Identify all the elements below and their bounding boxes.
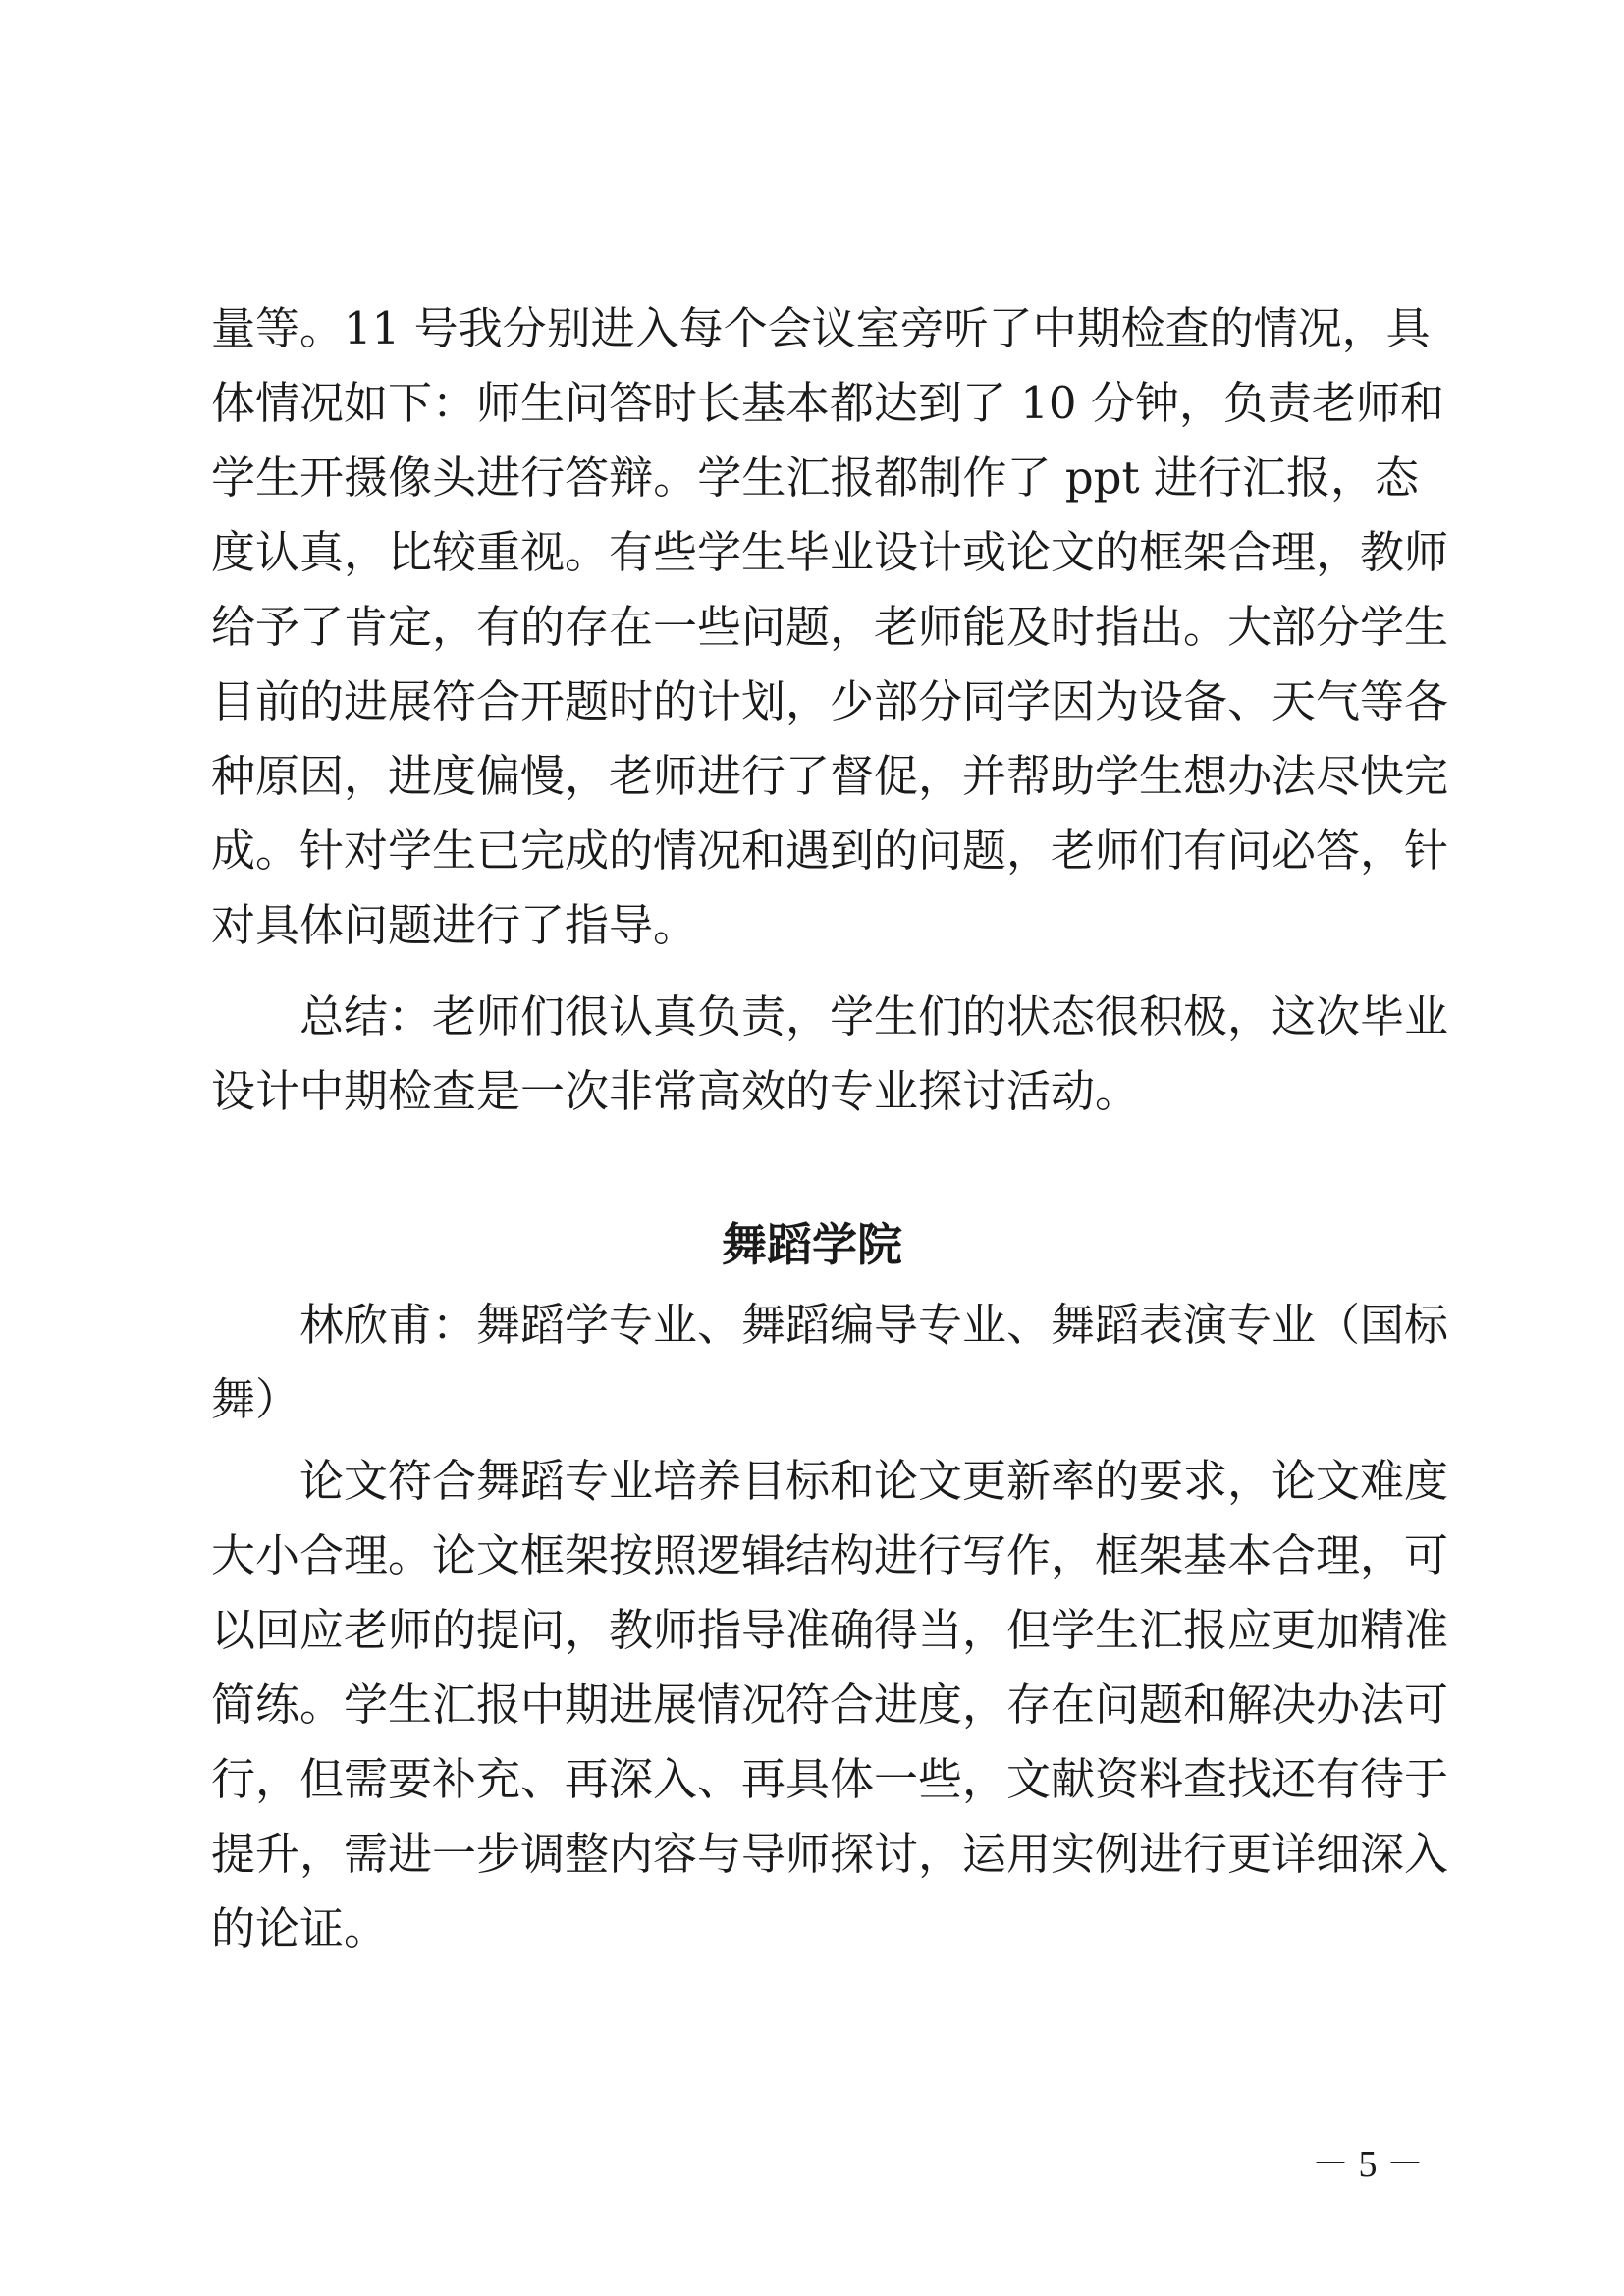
paragraph-1-line: 对具体问题进行了指导。 [211,899,698,951]
paragraph-1-line: 给予了肯定，有的存在一些问题，老师能及时指出。大部分学生 [211,601,1449,653]
reviewer-line: 林欣甫：舞蹈学专业、舞蹈编导专业、舞蹈表演专业（国标 [299,1299,1449,1351]
summary-line: 设计中期检查是一次非常高效的专业探讨活动。 [211,1065,1140,1117]
paragraph-1-line: 量等。11 号我分别进入每个会议室旁听了中期检查的情况，具 [211,302,1431,354]
summary-line: 总结：老师们很认真负责，学生们的状态很积极，这次毕业 [299,990,1449,1042]
paragraph-2-line: 大小合理。论文框架按照逻辑结构进行写作，框架基本合理，可 [211,1529,1449,1581]
paragraph-1-line: 种原因，进度偏慢，老师进行了督促，并帮助学生想办法尽快完 [211,750,1449,802]
paragraph-1-line: 体情况如下：师生问答时长基本都达到了 10 分钟，负责老师和 [211,377,1444,429]
paragraph-2-line: 论文符合舞蹈专业培养目标和论文更新率的要求，论文难度 [299,1455,1449,1507]
paragraph-1-line: 度认真，比较重视。有些学生毕业设计或论文的框架合理，教师 [211,526,1449,578]
paragraph-1-line: 学生开摄像头进行答辩。学生汇报都制作了 ppt 进行汇报，态 [211,452,1419,504]
paragraph-2-line: 以回应老师的提问，教师指导准确得当，但学生汇报应更加精准 [211,1604,1449,1656]
reviewer-line: 舞） [211,1373,300,1425]
paragraph-2-line: 提升，需进一步调整内容与导师探讨，运用实例进行更详细深入 [211,1828,1449,1880]
section-heading: 舞蹈学院 [722,1218,902,1271]
paragraph-2-line: 的论证。 [211,1902,389,1954]
paragraph-1-line: 目前的进展符合开题时的计划，少部分同学因为设备、天气等各 [211,675,1449,727]
paragraph-1-line: 成。针对学生已完成的情况和遇到的问题，老师们有问必答，针 [211,825,1449,877]
page-number: － 5 － [1311,2144,1424,2185]
paragraph-2-line: 行，但需要补充、再深入、再具体一些，文献资料查找还有待于 [211,1753,1449,1805]
paragraph-2-line: 简练。学生汇报中期进展情况符合进度，存在问题和解决办法可 [211,1679,1449,1731]
